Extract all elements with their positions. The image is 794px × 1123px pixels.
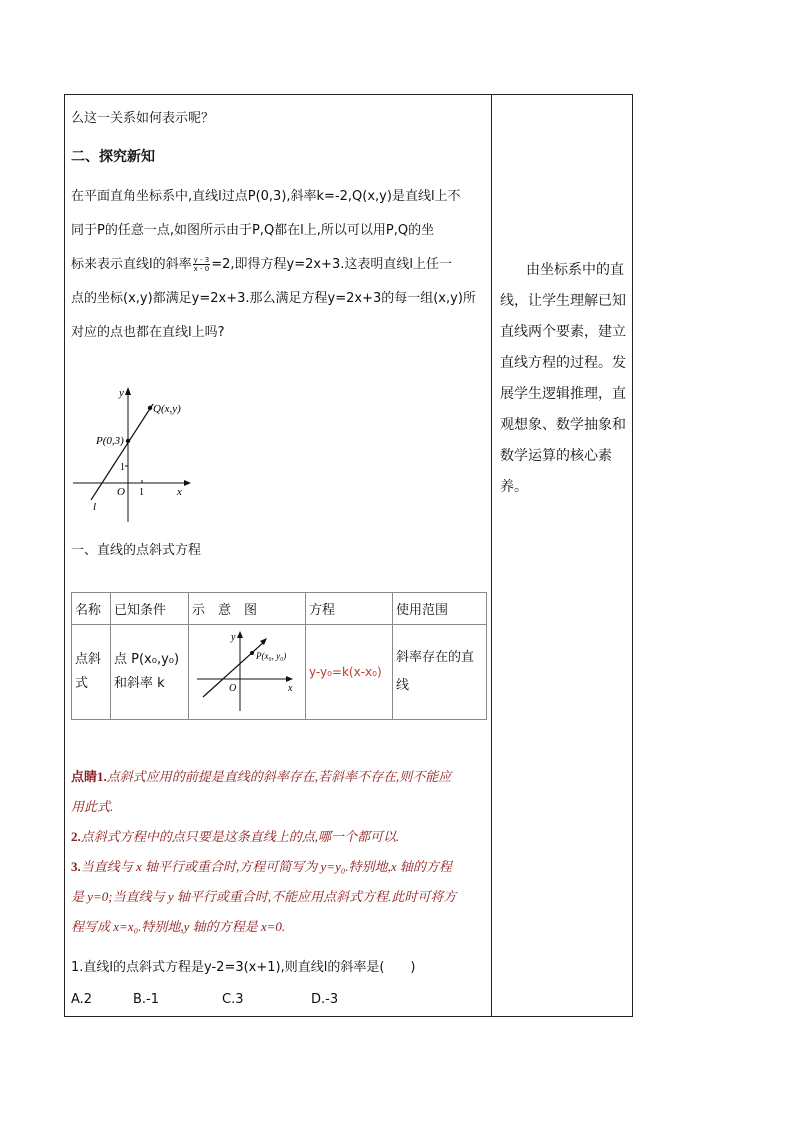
note-3-lead: 3. [71, 859, 81, 874]
fraction-denominator: x - 0 [193, 265, 210, 273]
diagram-y-arrow-icon [237, 631, 243, 638]
point-p-label: P(0,3) [96, 435, 124, 447]
coordinate-figure [71, 382, 201, 522]
paragraph-line-5: 对应的点也都在直线l上吗? [71, 325, 225, 340]
paragraph-line-4: 点的坐标(x,y)都满足y=2x+3.那么满足方程y=2x+3的每一组(x,y)所 [71, 291, 476, 306]
origin-label: O [117, 486, 125, 498]
header-equation: 方程 [306, 593, 393, 625]
note-2-lead: 2. [71, 829, 81, 844]
row-condition-line-2: 和斜率 k [114, 676, 165, 691]
diagram-x-label: x [288, 683, 293, 694]
option-a: A.2 [71, 992, 93, 1007]
note-3-text: 当直线与 x 轴平行或重合时,方程可简写为 y=y₀.特别地,x 轴的方程 [80, 859, 452, 874]
note-3-line-2: 是 y=0;当直线与 y 轴平行或重合时,不能应用点斜式方程.此时可将方 [71, 889, 457, 904]
note-1-lead: 点睛1. [71, 769, 107, 784]
y-axis-arrow-icon [125, 387, 131, 395]
note-2-text: 点斜式方程中的点只要是这条直线上的点,哪一个都可以. [80, 829, 400, 844]
paragraph-line-3a: 标来表示直线l的斜率 [71, 257, 192, 272]
row-condition-line-1: 点 P(x₀,y₀) [114, 652, 180, 667]
note-1-text: 点斜式应用的前提是直线的斜率存在,若斜率不存在,则不能应 [106, 769, 452, 784]
question-line: 么这一关系如何表示呢？ [71, 111, 215, 126]
row-condition [111, 625, 189, 720]
section-heading: 二、探究新知 [71, 149, 155, 165]
column-divider [491, 94, 492, 1017]
option-b: B.-1 [133, 992, 160, 1007]
x-axis-arrow-icon [184, 480, 191, 486]
diagram-x-arrow-icon [286, 676, 293, 682]
point-q-label: Q(x,y) [153, 403, 181, 415]
x-axis-label: x [177, 486, 182, 498]
paragraph-line-3 [71, 253, 452, 273]
diagram-origin-label: O [229, 683, 237, 694]
table-header-row [72, 593, 487, 625]
y-tick-label: 1 [120, 462, 125, 473]
x-tick-label: 1 [139, 487, 144, 498]
note-2 [71, 826, 399, 845]
table-row [72, 625, 487, 720]
option-c: C.3 [222, 992, 244, 1007]
header-diagram: 示 意 图 [189, 593, 306, 625]
note-1-line-2: 用此式. [71, 799, 114, 814]
row-scope: 斜率存在的直线 [393, 625, 487, 720]
note-3-line-3: 程写成 x=x₀.特别地,y 轴的方程是 x=0. [71, 919, 286, 934]
header-name: 名称 [72, 593, 111, 625]
side-note [500, 255, 628, 503]
point-q [148, 406, 152, 410]
point-slope-table [71, 592, 487, 720]
slope-fraction [193, 256, 211, 273]
paragraph-line-2: 同于P的任意一点,如图所示由于P,Q都在l上,所以可以用P,Q的坐 [71, 223, 435, 238]
subheading: 一、直线的点斜式方程 [71, 543, 202, 558]
fraction-numerator: y - 3 [193, 256, 210, 264]
row-diagram [189, 625, 306, 720]
option-d: D.-3 [311, 992, 339, 1007]
line-label: l [93, 501, 97, 513]
note-1-line-1 [71, 766, 451, 785]
row-equation: y-y₀=k(x-x₀) [306, 625, 393, 720]
diagram-point-label: P(x₀, y₀) [256, 651, 287, 661]
y-axis-label: y [119, 387, 124, 399]
header-scope: 使用范围 [393, 593, 487, 625]
point-p [126, 439, 130, 443]
header-condition: 已知条件 [111, 593, 189, 625]
point-slope-diagram [189, 625, 305, 715]
diagram-point-p [250, 651, 254, 655]
exercise-question: 1.直线l的点斜式方程是y-2=3(x+1),则直线l的斜率是( ) [71, 960, 416, 975]
side-note-text: 由坐标系中的直线，让学生理解已知直线两个要素，建立直线方程的过程。发展学生逻辑推理，直观想象、数学抽象和数学运算的核心素养。 [500, 262, 626, 495]
note-3-line-1 [71, 856, 452, 875]
paragraph-line-1: 在平面直角坐标系中,直线l过点P(0,3),斜率k=-2,Q(x,y)是直线l上不 [71, 189, 461, 204]
paragraph-line-3b: =2,即得方程y=2x+3.这表明直线l上任一 [211, 257, 452, 272]
diagram-y-label: y [231, 632, 236, 643]
row-name: 点斜式 [72, 625, 111, 720]
